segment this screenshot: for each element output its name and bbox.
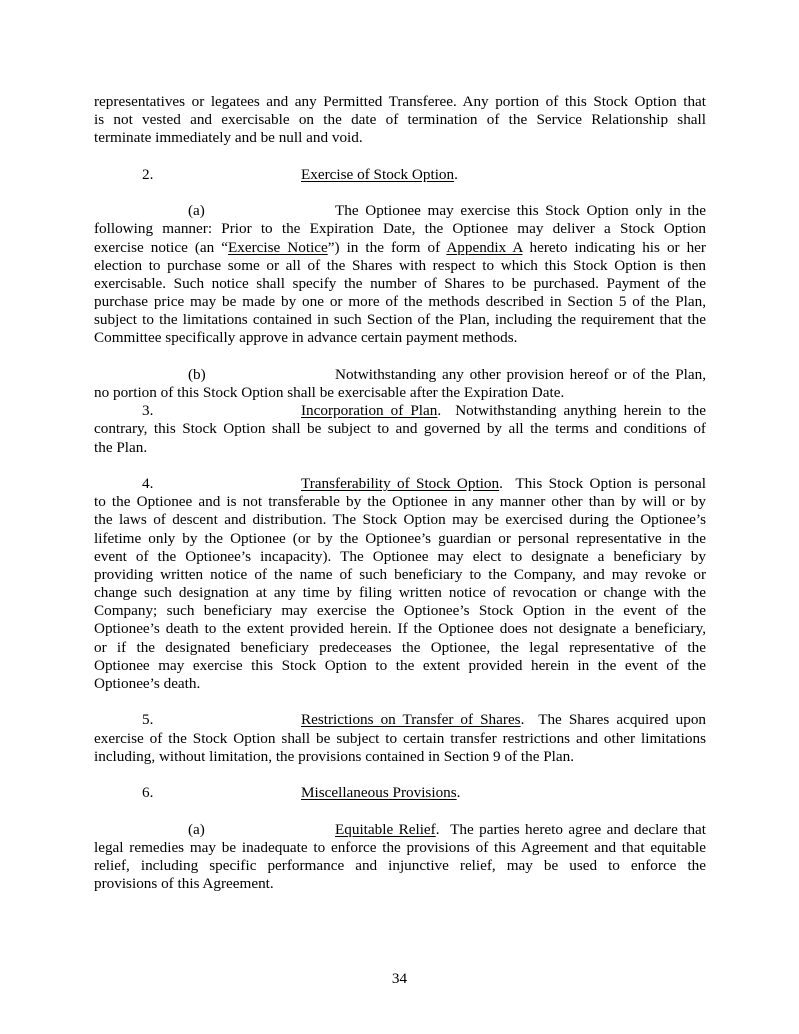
- text-line: provisions of this Agreement.: [94, 875, 274, 893]
- text-line: is not vested and exercisable on the date of termination of the Service Relationship shall: [94, 111, 706, 129]
- text-line: Equitable Relief. The parties hereto agree and declare that: [335, 820, 707, 838]
- text-line: following manner: Prior to the Expiration Date, the Optionee may deliver a Stock Option: [94, 220, 706, 238]
- text-line: Company; such beneficiary may exercise the Optionee’s Stock Option in the event of the: [94, 602, 706, 620]
- subsection-label: (a): [188, 820, 205, 838]
- section-number: 4.: [142, 474, 154, 492]
- section-title: Exercise of Stock Option.: [301, 165, 458, 183]
- subsection-label: (b): [188, 365, 206, 383]
- text-line: terminate immediately and be null and void.: [94, 129, 363, 147]
- section-title: Transferability of Stock Option: [301, 474, 500, 492]
- appendix-a-reference: Appendix A: [446, 238, 523, 256]
- text-line: including, without limitation, the provisions contained in Section 9 of the Plan.: [94, 747, 575, 765]
- page-number: 34: [391, 970, 408, 987]
- text-line: Notwithstanding any other provision hereof or of the Plan,: [335, 365, 706, 383]
- text-line: event of the Optionee’s incapacity). The Optionee may elect to designate a beneficiary by: [94, 547, 706, 565]
- text-line: change such designation at any time by filing written notice of revocation or change with the: [94, 584, 706, 602]
- text-line: relief, including specific performance and injunctive relief, may be used to enforce the: [94, 856, 706, 874]
- exercise-notice-term: Exercise Notice: [228, 238, 328, 256]
- intro-paragraph: [94, 93, 706, 148]
- section-first-line: Transferability of Stock Option. This Stock Option is personal: [301, 474, 706, 492]
- document-page: [94, 93, 706, 893]
- section-number: 3.: [142, 402, 154, 420]
- text-line: exercisable. Such notice shall specify the number of Shares to be purchased. Payment of the: [94, 274, 706, 292]
- text-line: no portion of this Stock Option shall be exercisable after the Expiration Date.: [94, 384, 565, 401]
- section-3-heading: [94, 402, 706, 420]
- text-line: representatives or legatees and any Permitted Transferee. Any portion of this Stock Option that: [94, 93, 706, 110]
- text-line: election to purchase some or all of the Shares with respect to which this Stock Option is then: [94, 256, 706, 274]
- subsection-label: (a): [188, 202, 205, 220]
- section-title: Miscellaneous Provisions.: [301, 784, 461, 802]
- section-2-heading: [94, 166, 706, 184]
- section-2a-paragraph: [94, 202, 706, 348]
- section-6a-paragraph: [94, 821, 706, 894]
- text-line: or if the designated beneficiary predeceases the Optionee, the legal representative of the: [94, 638, 706, 656]
- section-number: 6.: [142, 784, 154, 802]
- text-line: contrary, this Stock Option shall be subject to and governed by all the terms and conditions of: [94, 420, 706, 438]
- subsection-first-line: [94, 821, 706, 839]
- section-3-paragraph: [94, 402, 706, 457]
- subsection-first-line: [94, 366, 706, 384]
- section-4-heading: [94, 475, 706, 493]
- section-5-paragraph: [94, 711, 706, 766]
- section-4-paragraph: [94, 475, 706, 693]
- section-number: 2.: [142, 165, 154, 183]
- subsection-first-line: [94, 202, 706, 220]
- subsection-title: Equitable Relief: [335, 820, 436, 838]
- text-line: The Optionee may exercise this Stock Option only in the: [335, 202, 706, 220]
- section-first-line: Restrictions on Transfer of Shares. The Shares acquired upon: [301, 711, 707, 729]
- section-number: 5.: [142, 711, 154, 729]
- text-line: the Plan.: [94, 438, 148, 456]
- text-line: providing written notice of the name of such beneficiary to the Company, and may revoke or: [94, 565, 706, 583]
- section-2b-paragraph: [94, 366, 706, 402]
- text-line: Optionee’s death.: [94, 675, 201, 692]
- text-line: Optionee’s death to the extent provided herein. If the Optionee does not designate a beneficiary,: [94, 620, 706, 638]
- section-first-line: Incorporation of Plan. Notwithstanding anything herein to the: [301, 402, 706, 420]
- text-line: Committee specifically approve in advance certain payment methods.: [94, 329, 518, 347]
- text-line: subject to the limitations contained in such Section of the Plan, including the requirement that the: [94, 311, 706, 329]
- text-line: legal remedies may be inadequate to enforce the provisions of this Agreement and that equitable: [94, 838, 706, 856]
- text-line: purchase price may be made by one or more of the methods described in Section 5 of the Plan,: [94, 293, 706, 311]
- section-title: Incorporation of Plan: [301, 402, 438, 420]
- text-line: lifetime only by the Optionee (or by the Optionee’s guardian or personal representative in the: [94, 529, 706, 547]
- text-line: Optionee may exercise this Stock Option to the extent provided herein in the event of the: [94, 656, 706, 674]
- text-line: the laws of descent and distribution. The Stock Option may be exercised during the Optionee’s: [94, 511, 706, 529]
- section-5-heading: [94, 711, 706, 729]
- section-title: Restrictions on Transfer of Shares: [301, 711, 521, 729]
- text-line: to the Optionee and is not transferable by the Optionee in any manner other than by will or by: [94, 493, 706, 511]
- text-line: exercise of the Stock Option shall be subject to certain transfer restrictions and other limitations: [94, 729, 706, 747]
- text-line: exercise notice (an “Exercise Notice”) in the form of Appendix A hereto indicating his or her: [94, 238, 706, 256]
- section-6-heading: [94, 784, 706, 802]
